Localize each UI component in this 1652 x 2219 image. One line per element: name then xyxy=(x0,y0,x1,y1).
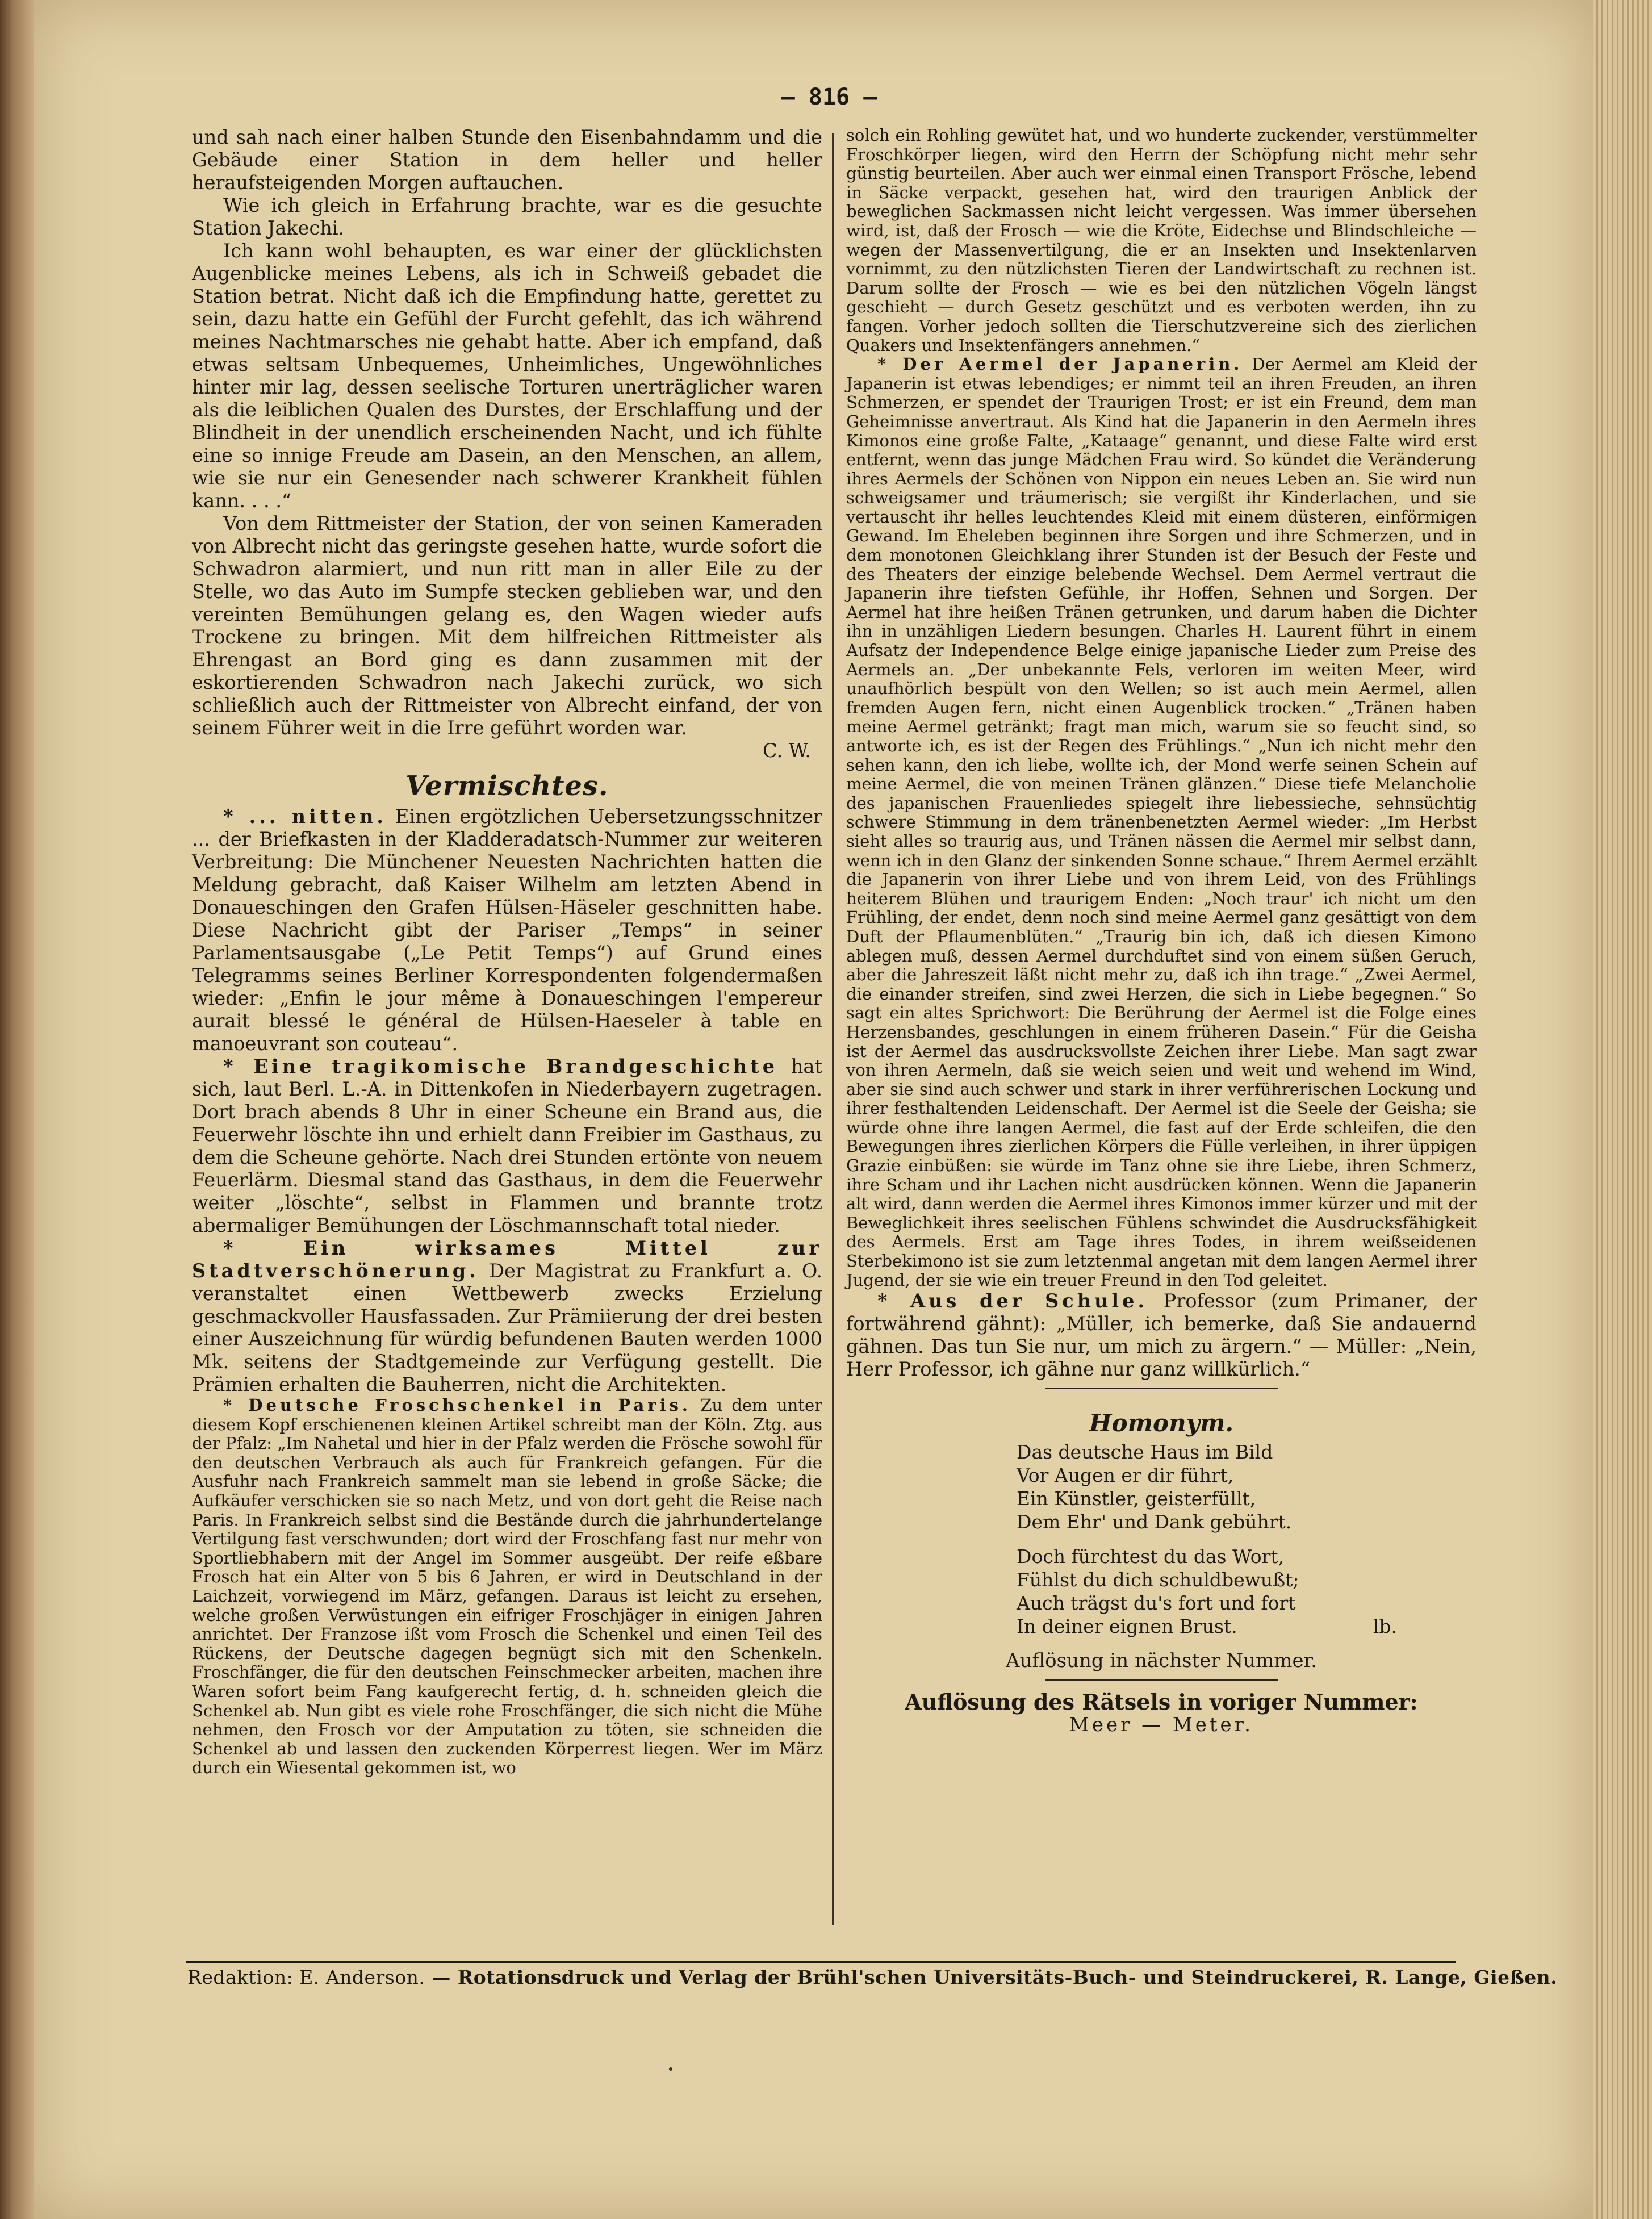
footer-rule xyxy=(186,1961,1456,1963)
story-paragraph: Von dem Rittmeister der Station, der von seinen Kameraden von Albrecht nicht das geringste gesehen hatte, wurde sofort die Schwadron alarmiert, und nun ritt man in aller Eile zu der Stelle, wo das Auto im Sumpfe stecken geblieben war, und den vereinten Bemühungen gelang es, den Wagen wieder aufs Trockene zu bringen. Mit dem hilfreichen Rittmeister als Ehrengast an Bord ging es dann zusammen mit der eskortierenden Schwadron nach Jakechi zurück, wo sich schließlich auch der Rittmeister von Albrecht einfand, der von seinem Führer weit in die Irre geführt worden war. xyxy=(192,512,822,739)
separator-rule xyxy=(1045,1388,1278,1389)
footer-editor: Redaktion: E. Anderson. xyxy=(187,1966,425,1988)
article xyxy=(192,1237,822,1396)
article-continuation: solch ein Rohling gewütet hat, und wo hunderte zuckender, verstümmelter Froschkörper liegen, wird den Herrn der Schöpfung nicht mehr sehr günstig beurteilen. Aber auch wer einmal einen Transport Frösche, lebend in Säcke verpackt, gesehen hat, wird den traurigen Anblick der beweglichen Sackmassen nicht leicht vergessen. Was immer übersehen wird, ist, daß der Frosch — wie die Kröte, Eidechse und Blindschleiche — wegen der Massenvertilgung, die er an Insekten und Insektenlarven vornimmt, zu den nützlichsten Tieren der Landwirtschaft zu rechnen ist. Darum sollte der Frosch — wie es bei den nützlichen Vögeln längst geschieht — durch Gesetz geschützt und es verboten werden, ihn zu fangen. Vorher jedoch sollten die Tierschutzvereine sich des zierlichen Quakers und Insektenfängers annehmen.“ xyxy=(846,126,1477,355)
page-number: — 816 — xyxy=(781,84,877,110)
solution-title: Auflösung des Rätsels in voriger Nummer: xyxy=(905,1689,1418,1715)
paper-speck xyxy=(669,2067,672,2071)
poem-stanza xyxy=(1017,1545,1477,1638)
separator-rule xyxy=(1045,1679,1278,1681)
article-text: Der Aermel am Kleid der Japanerin ist etwas lebendiges; er nimmt teil an ihren Freuden, an ihren Schmerzen, er spendet der Traurigen Trost; er ist ein Freund, dem man Geheimnisse anvertraut. Als Kind hat die Japanerin in den Aermeln ihres Kimonos eine große Falte, „Kataage“ genannt, und diese Falte wird erst entfernt, wenn das junge Mädchen Frau wird. So kündet die Veränderung ihres Aermels der Schönen von Nippon ein neues Leben an. Sie wird nun schweigsamer und träumerisch; sie vergißt ihr Kinderlachen, und sie vertauscht ihr helles leuchtendes Kleid mit einem düsteren, einförmigen Gewand. Im Eheleben beginnen ihre Sorgen und ihre Schmerzen, und in dem monotonen Gleichklang ihrer Stunden ist der Besuch der Feste und des Theaters der einzige belebende Wechsel. Dem Aermel vertraut die Japanerin ihre tiefsten Gefühle, ihr Hoffen, Sehnen und Sorgen. Der Aermel hat ihre heißen Tränen getrunken, und darum haben die Dichter ihn in unzähligen Liedern besungen. Charles H. Laurent führt in einem Aufsatz der Independence Belge einige japanische Lieder zum Preise des Aermels an. „Der unbekannte Fels, verloren im weiten Meer, wird unaufhörlich bespült von den Wellen; so ist auch mein Aermel, allen fremden Augen fern, nicht einen Augenblick trocken.“ „Tränen haben meine Aermel getränkt; fragt man mich, warum sie so feucht sind, so antworte ich, es ist der Regen des Frühlings.“ „Nun ich nicht mehr den sehen kann, den ich liebe, wollte ich, der Mond werfe seinen Schein auf meine Aermel, die von meinen Tränen glänzen.“ Diese tiefe Melancholie des japanischen Frauenliedes spiegelt ihre liebessieche, sehnsüchtig schwere Stimmung in dem tränenbenetzten Aermel wieder: „Im Herbst sieht alles so traurig aus, und Tränen nässen die Aermel mir selbst dann, wenn ich in den Glanz der sinkenden Sonne schaue.“ Ihrem Aermel erzählt die Japanerin von ihrer Liebe und von ihrem Leid, von des Frühlings heiterem Blühen und traurigem Enden: „Noch traur' ich nicht um den Frühling, der endet, denn noch sind meine Aermel ganz gesättigt von dem Duft der Pflaumenblüten.“ „Traurig bin ich, daß ich diesen Kimono ablegen muß, dessen Aermel durchduftet sind von einem süßen Geruch, aber die Jahreszeit läßt nicht mehr zu, daß ich ihn trage.“ „Zwei Aermel, die einander streifen, sind zwei Herzen, die sich in Liebe begegnen.“ So sagt ein altes Sprichwort: Die Berührung der Aermel ist die Folge eines Herzensbandes, geschlungen in einem früheren Dasein.“ Für die Geisha ist der Aermel das ausdrucksvollste Zeichen ihrer Liebe. Man sagt zwar von ihren Aermeln, daß sie weich seien und weit und wehend im Wind, aber sie sind auch schwer und stark in ihrer verführerischen Lockung und ihrer festhaltenden Leidenschaft. Der Aermel ist die Seele der Geisha; sie würde ohne ihre langen Aermel, die fast auf der Erde schleifen, die den Bewegungen ihres zierlichen Körpers die Fülle verleihen, in ihrer üppigen Grazie einbüßen: sie würde im Tanz ohne sie ihre Liebe, ihren Schmerz, ihre Scham und ihr Lachen nicht ausdrücken können. Wenn die Japanerin alt wird, dann werden die Aermel ihres Kimonos immer kürzer und mit der Beweglichkeit ihres seelischen Fühlens schwindet die Ausdrucksfähigkeit des Aermels. Erst am Tage ihres Todes, in ihrem weißseidenen Sterbekimono ist sie zum letztenmal angetan mit dem langen Aermel ihrer Jugend, der sie wie ein treuer Freund in den Tod geleitet. xyxy=(846,354,1477,1290)
poem-line xyxy=(1017,1615,1477,1638)
article xyxy=(846,355,1477,1290)
section-heading: Vermischtes. xyxy=(405,770,609,802)
article-text: Zu dem unter diesem Kopf erschienenen kleinen Artikel schreibt man der Köln. Ztg. aus der Pfalz: „Im Nahetal und hier in der Pfalz werden die Frösche sowohl für den deutschen Verbrauch als auch für Frankreich gefangen. Für die Ausfuhr nach Frankreich sammelt man sie lebend in große Säcke; die Aufkäufer verschicken sie so nach Metz, und von dort geht die Reise nach Paris. In Frankreich selbst sind die Bestände durch die jahrhundertelange Vertilgung fast verschwunden; dort wird der Froschfang fast nur mehr von Sportliebhabern mit der Angel im Sommer ausgeübt. Der reife eßbare Frosch hat ein Alter von 5 bis 6 Jahren, er wird in Deutschland in der Laichzeit, vorwiegend im März, gefangen. Daraus ist leicht zu ersehen, welche großen Verwüstungen ein eifriger Froschjäger in einigen Jahren anrichtet. Der Franzose ißt vom Frosch die Schenkel und einen Teil des Rückens, der Deutsche dagegen begnügt sich mit den Schenkeln. Froschfänger, die für den deutschen Feinschmecker arbeiten, machen ihre Waren sofort beim Fang kaufgerecht fertig, d. h. schneiden gleich die Schenkel ab. Nun gibt es viele rohe Froschfänger, die sich nicht die Mühe nehmen, den Frosch vor der Amputation zu töten, sie schneiden die Schenkel ab und lassen den zuckenden Körperrest liegen. Wer im März durch ein Wiesental gekommen ist, wo xyxy=(192,1395,822,1778)
article-text: Der Magistrat zu Frankfurt a. O. veranstaltet einen Wettbewerb zwecks Erzielung geschmackvoller Hausfassaden. Zur Prämiierung der drei besten einer Auszeichnung für würdig befundenen Bauten werden 1000 Mk. seitens der Stadtgemeinde zur Verfügung gestellt. Die Prämien erhalten die Bauherren, nicht die Architekten. xyxy=(192,1260,822,1395)
imprint-footer xyxy=(187,1966,1558,1988)
poem-title: Homonym. xyxy=(1089,1409,1234,1437)
book-spine xyxy=(0,0,34,2219)
article-text: hat sich, laut Berl. L.-A. in Dittenkofen in Niederbayern zugetragen. Dort brach abends 8 Uhr in einer Scheune ein Brand aus, die Feuerwehr löschte ihn und erhielt dann Freibier im Gasthaus, zu dem die Scheune gehörte. Nach drei Stunden ertönte von neuem Feuerlärm. Diesmal stand das Gasthaus, in dem die Feuerwehr weiter „löschte“, selbst in Flammen und brannte trotz abermaliger Bemühungen der Löschmannschaft total nieder. xyxy=(192,1055,822,1236)
column-divider xyxy=(832,133,834,1925)
article xyxy=(192,1055,822,1237)
poem-line: Vor Augen er dir führt, xyxy=(1017,1464,1234,1487)
right-column xyxy=(846,126,1477,1736)
solution-note: Auflösung in nächster Nummer. xyxy=(1006,1649,1317,1673)
poem-stanza xyxy=(1017,1440,1477,1533)
article-title: * Ein wirksames Mittel zur Stadtverschönerung. xyxy=(192,1237,822,1282)
poem-line: Auch trägst du's fort und fort xyxy=(1017,1592,1296,1615)
article-title: * Deutsche Froschschenkel in Paris. xyxy=(223,1395,692,1415)
article-title: * Der Aermel der Japanerin. xyxy=(877,354,1243,374)
article-text: Einen ergötzlichen Uebersetzungsschnitzer ... der Briefkasten in der Kladderadatsch-Nummer zur weiteren Verbreitung: Die Münchener Neuesten Nachrichten hatten die Meldung gebracht, daß Kaiser Wilhelm am letzten Abend in Donaueschingen den Grafen Hülsen-Häseler geschnitten habe. Diese Nachricht gibt der Pariser „Temps“ in seiner Parlamentsausgabe („Le Petit Temps“) auf Grund eines Telegramms seines Berliner Korrespondenten folgendermaßen wieder: „Enfin le jour même à Donaueschingen l'empereur aurait blessé le général de Hülsen-Haeseler à table en manoeuvrant son couteau“. xyxy=(192,805,823,1055)
poem-line: Das deutsche Haus im Bild xyxy=(1017,1441,1273,1464)
article-text: Professor (zum Primaner, der fortwährend gähnt): „Müller, ich bemerke, daß Sie andauernd gähnen. Das tun Sie nur, um mich zu ärgern.“ — Müller: „Nein, Herr Professor, ich gähne nur ganz willkürlich.“ xyxy=(846,1290,1477,1381)
article xyxy=(192,805,822,1055)
poem-line-text: In deiner eignen Brust. xyxy=(1017,1615,1237,1638)
poem-line: Doch fürchtest du das Wort, xyxy=(1017,1545,1285,1568)
article-title: * Aus der Schule. xyxy=(877,1290,1148,1313)
poem xyxy=(1017,1440,1477,1638)
story-paragraph: Wie ich gleich in Erfahrung brachte, war es die gesuchte Station Jakechi. xyxy=(192,194,822,239)
solution-text: Meer — Meter. xyxy=(1069,1714,1253,1737)
article xyxy=(192,1396,822,1778)
left-column xyxy=(192,126,822,1778)
article-title: * ... nitten. xyxy=(223,805,387,828)
story-paragraph: und sah nach einer halben Stunde den Eisenbahndamm und die Gebäude einer Station in dem heller und heller heraufsteigenden Morgen auftauchen. xyxy=(192,126,822,194)
poem-line: Dem Ehr' und Dank gebührt. xyxy=(1017,1511,1292,1533)
story-signature: C. W. xyxy=(763,739,811,762)
page-stack-edge xyxy=(1593,0,1652,2219)
footer-printer: — Rotationsdruck und Verlag der Brühl'schen Universitäts-Buch- und Steindruckerei, R. Lange, Gießen. xyxy=(432,1966,1558,1988)
article xyxy=(846,1290,1477,1381)
poem-line: Fühlst du dich schuldbewußt; xyxy=(1017,1569,1299,1591)
poem-signature: lb. xyxy=(1373,1615,1397,1638)
article-title: * Eine tragikomische Brandgeschichte xyxy=(223,1055,779,1077)
story-paragraph: Ich kann wohl behaupten, es war einer der glücklichsten Augenblicke meines Lebens, als ich in Schweiß gebadet die Station betrat. Nicht daß ich die Empfindung hatte, gerettet zu sein, dazu hatte ein Gefühl der Furcht gefehlt, das ich während meines Nachtmarsches nie gehabt hatte. Aber ich empfand, daß etwas seltsam Unbequemes, Unheimliches, Ungewöhnliches hinter mir lag, dessen seelische Torturen unerträglicher waren als die leiblichen Qualen des Durstes, der Erschlaffung und der Blindheit in der unendlich erscheinenden Nacht, und ich fühlte eine so innige Freude am Dasein, an den Menschen, an allem, wie sie nur ein Genesender nach schwerer Krankheit fühlen kann. . . .“ xyxy=(192,240,822,512)
poem-line: Ein Künstler, geisterfüllt, xyxy=(1017,1487,1256,1510)
